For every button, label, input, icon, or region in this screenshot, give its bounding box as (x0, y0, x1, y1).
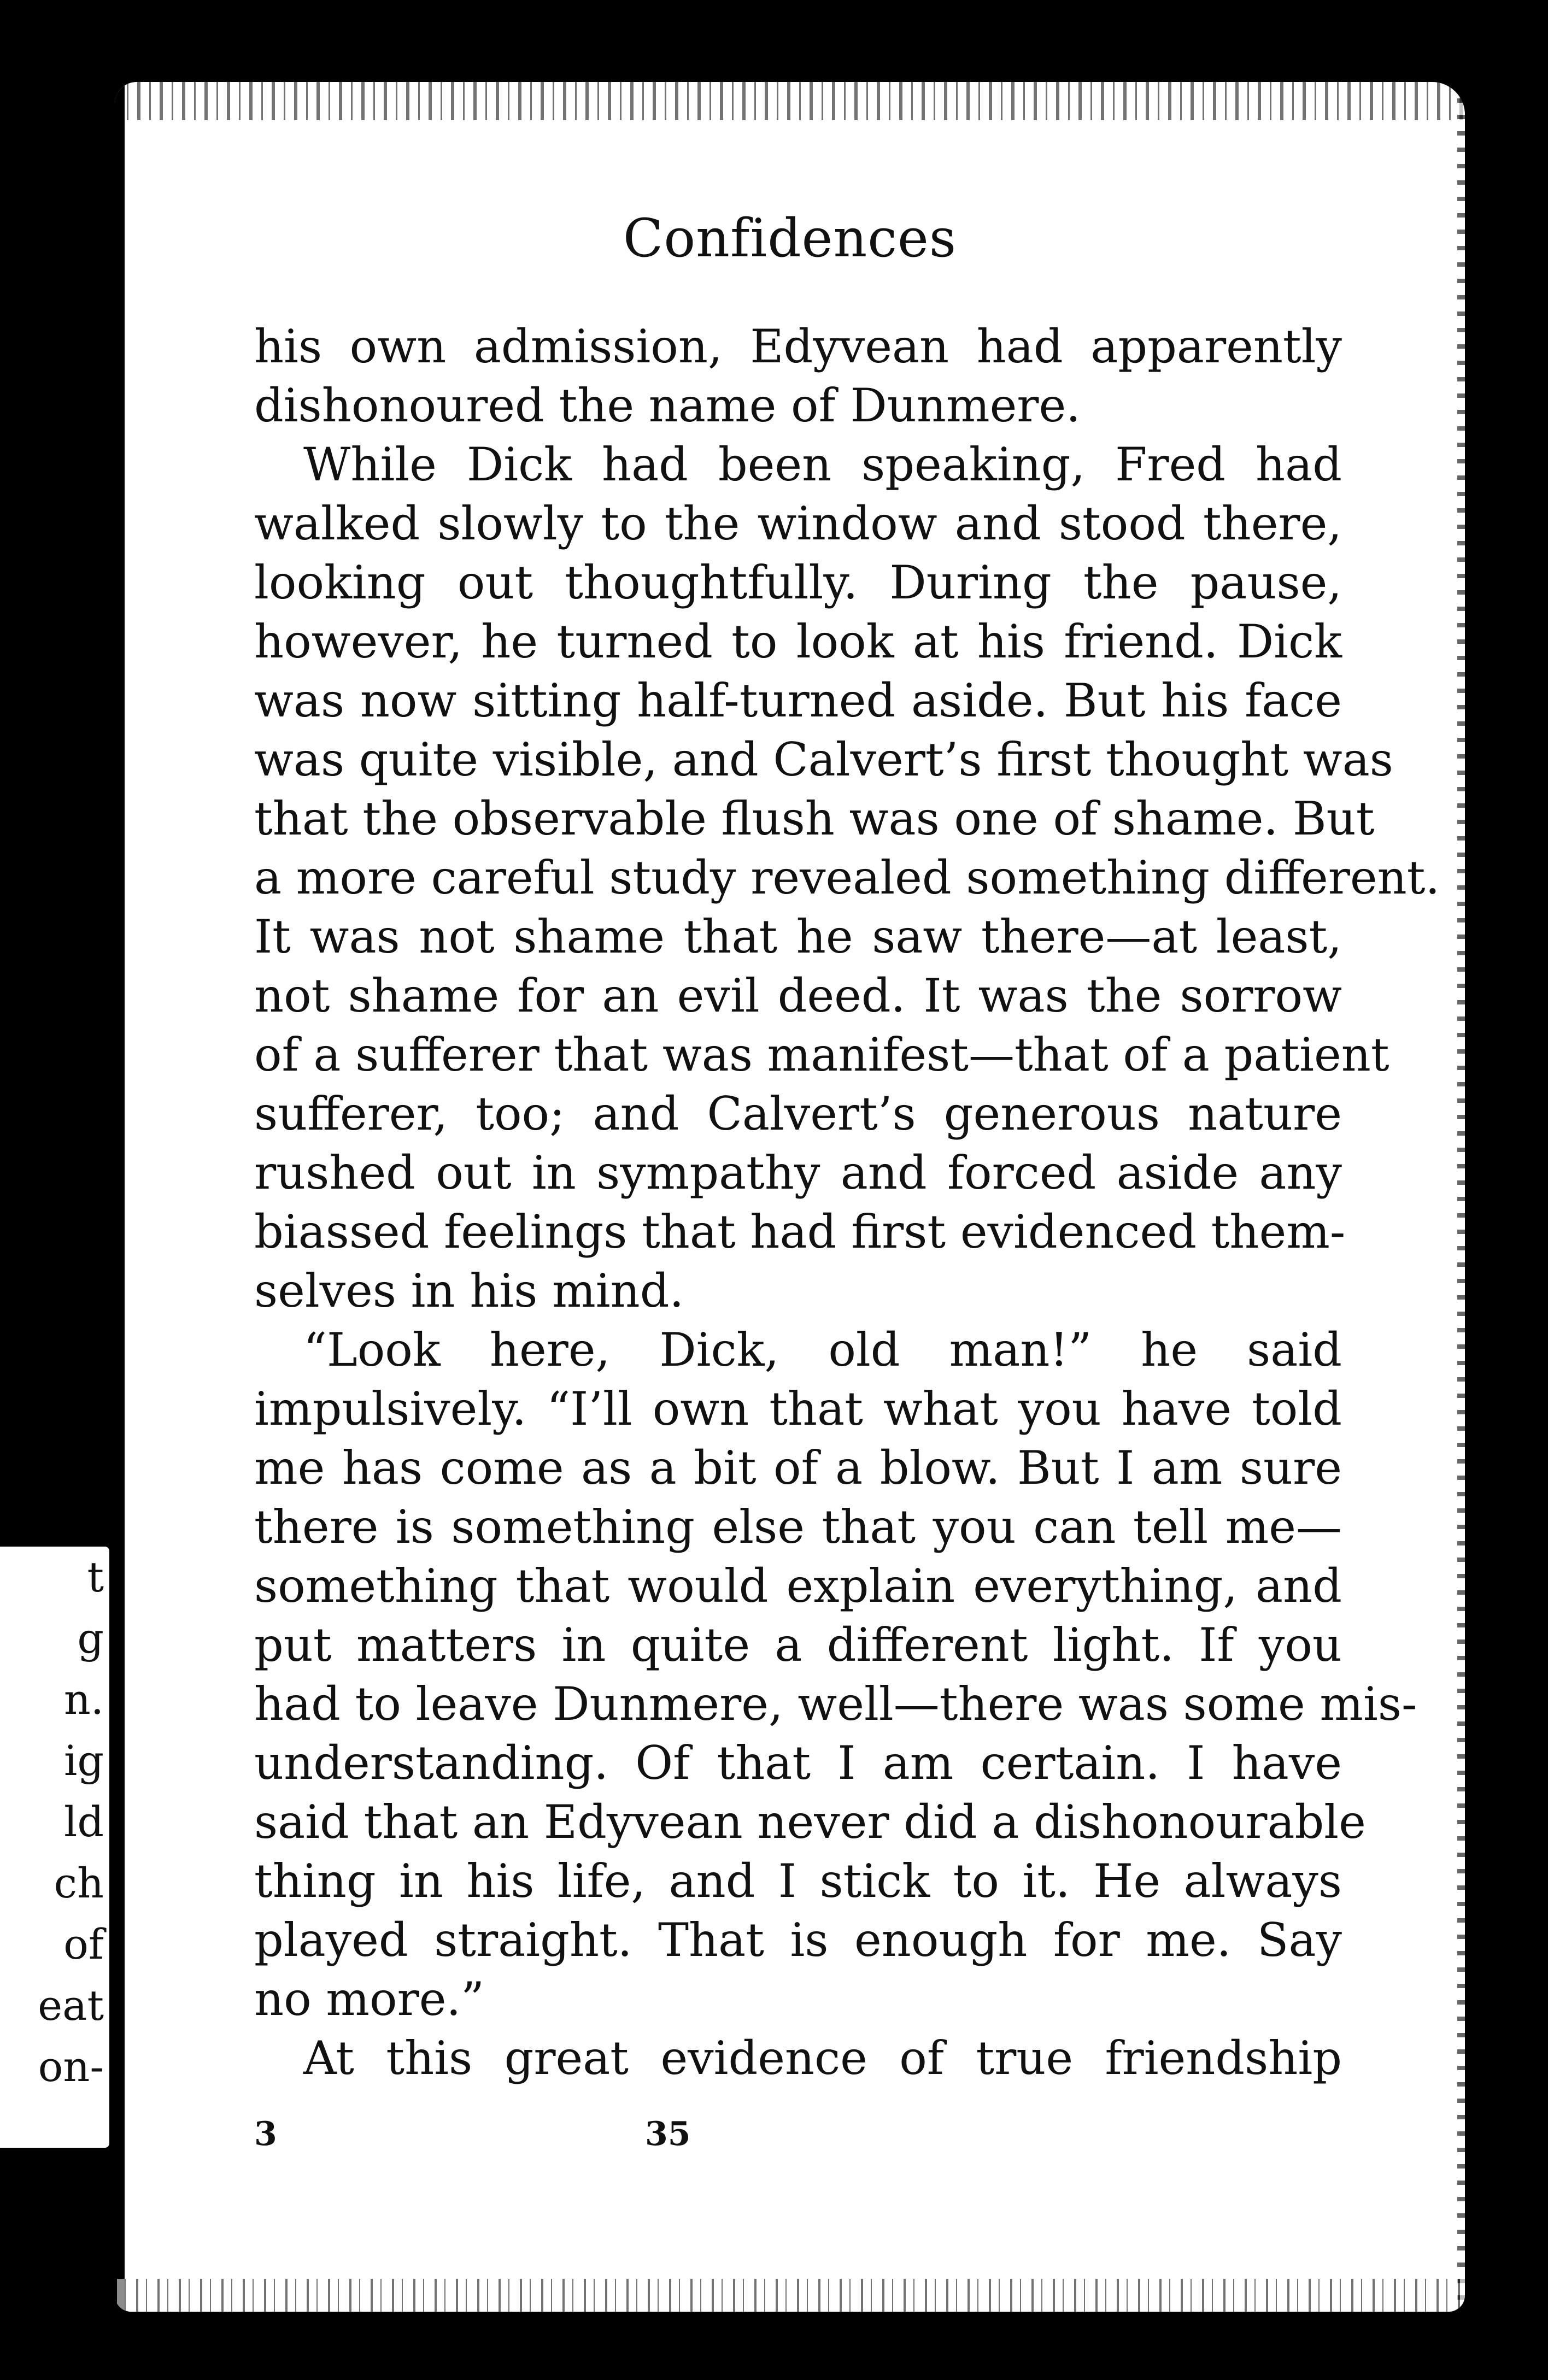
text-line: impulsively. “I’ll own that what you have told (254, 1382, 1342, 1436)
page-top-edge (115, 82, 1465, 120)
text-line: biassed feelings that had first evidenced them- (254, 1205, 1346, 1259)
page-gutter-edge (115, 82, 125, 2312)
body-text (254, 317, 1440, 2088)
text-line: “Look here, Dick, old man!” he said (303, 1323, 1342, 1377)
text-line: not shame for an evil deed. It was the sorrow (254, 969, 1342, 1022)
text-line: however, he turned to look at his friend. Dick (254, 615, 1342, 668)
facing-page-fragment-text: eat (38, 1981, 104, 2030)
text-line: there is something else that you can tell me— (254, 1500, 1342, 1554)
text-line: had to leave Dunmere, well—there was some mis- (254, 1677, 1417, 1731)
facing-page-fragment-text: ig (64, 1736, 104, 1785)
text-line: It was not shame that he saw there—at least, (254, 910, 1342, 963)
facing-page-fragment-text: t (87, 1553, 104, 1601)
text-line: me has come as a bit of a blow. But I am sure (254, 1441, 1342, 1495)
text-line: rushed out in sympathy and forced aside any (254, 1146, 1342, 1200)
facing-page-fragment-text: on- (38, 2042, 104, 2091)
text-line: said that an Edyvean never did a dishonourable (254, 1795, 1366, 1849)
facing-page-fragment-text: g (77, 1614, 104, 1662)
facing-page-fragment-text: ch (54, 1859, 104, 1907)
page-bottom-edge (115, 2279, 1465, 2312)
text-line: no more.” (254, 1972, 485, 2026)
text-line: something that would explain everything, and (254, 1559, 1342, 1613)
text-line: was quite visible, and Calvert’s first thought was (254, 733, 1393, 786)
page-right-edge (1457, 82, 1465, 2312)
facing-page-fragment (0, 1547, 109, 2148)
text-line: played straight. That is enough for me. Say (254, 1913, 1342, 1967)
text-line: looking out thoughtfully. During the pause, (254, 556, 1342, 609)
text-line: At this great evidence of true friendship (303, 2031, 1342, 2085)
text-line: that the observable flush was one of shame. But (254, 792, 1375, 845)
book-page (115, 82, 1465, 2312)
text-line: sufferer, too; and Calvert’s generous nature (254, 1087, 1342, 1141)
text-line: selves in his mind. (254, 1264, 684, 1318)
text-line: of a sufferer that was manifest—that of a patient (254, 1028, 1389, 1082)
text-line: thing in his life, and I stick to it. He always (254, 1854, 1342, 1908)
facing-page-fragment-text: of (63, 1920, 104, 1968)
text-line: dishonoured the name of Dunmere. (254, 379, 1081, 432)
text-line: walked slowly to the window and stood there, (254, 497, 1342, 550)
text-line: While Dick had been speaking, Fred had (303, 438, 1342, 491)
text-line: a more careful study revealed something different. (254, 851, 1440, 904)
facing-page-fragment-text: ld (64, 1797, 104, 1846)
text-line: his own admission, Edyvean had apparently (254, 320, 1342, 373)
text-line: was now sitting half-turned aside. But his face (254, 674, 1342, 727)
text-line: put matters in quite a different light. If you (254, 1618, 1342, 1672)
running-head: Confidences (623, 208, 957, 269)
facing-page-fragment-text: n. (63, 1675, 104, 1724)
page-footer (115, 2115, 1465, 2159)
text-line: understanding. Of that I am certain. I have (254, 1736, 1342, 1790)
page-number: 35 (645, 2115, 691, 2153)
signature-mark: 3 (254, 2115, 277, 2153)
